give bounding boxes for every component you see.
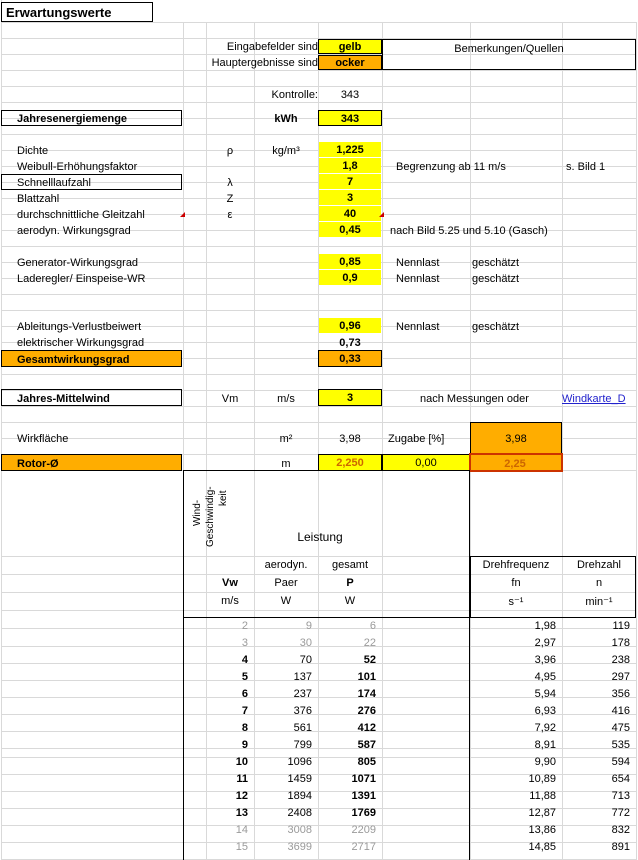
grid-line — [1, 70, 637, 71]
paer-header: Paer — [274, 577, 298, 589]
grid-line — [1, 294, 637, 295]
cell-p: 1391 — [351, 790, 376, 802]
mittelwind-symbol: Vm — [221, 393, 239, 405]
cell-fn: 5,94 — [534, 688, 556, 700]
cell-paer: 1459 — [287, 773, 312, 785]
cell-n: 594 — [611, 756, 630, 768]
energy-unit: kWh — [274, 113, 298, 125]
param-symbol-blattzahl: Z — [226, 193, 234, 205]
rotor-label: Rotor-Ø — [17, 458, 59, 470]
rotor-value[interactable]: 2,250 — [318, 454, 382, 471]
cell-n: 119 — [612, 620, 630, 632]
cell-p: 412 — [357, 722, 376, 734]
param-value-elektrisch: 0,73 — [339, 337, 361, 349]
cell-n: 416 — [611, 705, 630, 717]
rotor-zugabe[interactable]: 0,00 — [382, 454, 470, 471]
p-unit: W — [344, 595, 356, 607]
cell-n: 297 — [611, 671, 630, 683]
grid-line — [1, 86, 637, 87]
param-value-gesamt: 0,33 — [318, 350, 382, 367]
param-value-dichte[interactable]: 1,225 — [319, 142, 381, 157]
cell-n: 475 — [611, 722, 630, 734]
cell-p: 2717 — [351, 841, 376, 853]
mittelwind-label: Jahres-Mittelwind — [17, 393, 110, 405]
cell-paer: 3008 — [287, 824, 312, 836]
param-note2-laderegler: geschätzt — [472, 273, 520, 285]
legend-main-value: ocker — [318, 55, 382, 70]
param-label-gesamt: Gesamtwirkungsgrad — [17, 354, 130, 366]
param-label-weibull: Weibull-Erhöhungsfaktor — [17, 161, 138, 173]
cell-fn: 13,86 — [528, 824, 556, 836]
param-label-blattzahl: Blattzahl — [17, 193, 60, 205]
grid-line — [1, 310, 637, 311]
grid-line — [1, 406, 637, 407]
param-note-aerodyn: nach Bild 5.25 und 5.10 (Gasch) — [390, 225, 548, 237]
cell-p: 6 — [369, 620, 376, 632]
cell-paer: 2408 — [287, 807, 312, 819]
vw-header: Vw — [222, 577, 238, 589]
mittelwind-note: nach Messungen oder — [420, 393, 529, 405]
cell-paer: 1894 — [287, 790, 312, 802]
n-unit: min⁻¹ — [585, 596, 613, 608]
cell-fn: 8,91 — [534, 739, 556, 751]
grid-line — [1, 246, 637, 247]
cell-vw: 12 — [235, 790, 248, 802]
wind-rot-3: keit — [218, 490, 229, 506]
param-symbol-schnelllaufzahl: λ — [227, 177, 233, 189]
p-header: P — [346, 577, 354, 589]
wind-rot-2: Geschwindig- — [205, 486, 216, 548]
cell-paer: 237 — [293, 688, 312, 700]
cell-n: 891 — [611, 841, 630, 853]
mittelwind-unit: m/s — [277, 393, 295, 405]
cell-vw: 8 — [241, 722, 248, 734]
cell-fn: 10,89 — [528, 773, 556, 785]
grid-line — [562, 22, 563, 860]
param-note-laderegler: Nennlast — [396, 273, 440, 285]
cell-p: 22 — [363, 637, 376, 649]
cell-n: 356 — [611, 688, 630, 700]
cell-paer: 137 — [293, 671, 312, 683]
cell-n: 178 — [611, 637, 630, 649]
param-note2-generator: geschätzt — [472, 257, 520, 269]
rotor-result-value: 2,25 — [504, 458, 526, 470]
fn-unit: s⁻¹ — [508, 596, 524, 608]
cell-vw: 6 — [241, 688, 248, 700]
drehfrequenz-header: Drehfrequenz — [482, 559, 550, 571]
remarks-header: Bemerkungen/Quellen — [382, 39, 636, 70]
cell-paer: 561 — [293, 722, 312, 734]
param-label-aerodyn: aerodyn. Wirkungsgrad — [17, 225, 131, 237]
cell-p: 101 — [357, 671, 376, 683]
cell-n: 713 — [611, 790, 630, 802]
cell-paer: 70 — [299, 654, 312, 666]
wirkflaeche-ocker-value: 3,98 — [470, 422, 562, 454]
param-unit-dichte: kg/m³ — [272, 145, 300, 157]
cell-fn: 3,96 — [534, 654, 556, 666]
cell-p: 2209 — [351, 824, 376, 836]
wind-rot-1: Wind- — [192, 499, 203, 527]
cell-fn: 11,88 — [529, 790, 556, 802]
cell-p: 1071 — [351, 773, 376, 785]
param-value-generator[interactable]: 0,85 — [319, 254, 381, 269]
cell-fn: 1,98 — [534, 620, 556, 632]
cell-fn: 2,97 — [534, 637, 556, 649]
control-label: Kontrolle: — [271, 89, 318, 101]
param-note2-weibull: s. Bild 1 — [566, 161, 606, 173]
legend-input-label: Eingabefelder sind — [226, 41, 318, 53]
fn-header: fn — [511, 577, 521, 589]
cell-vw: 7 — [241, 705, 248, 717]
cell-n: 772 — [611, 807, 630, 819]
param-note-weibull: Begrenzung ab 11 m/s — [396, 161, 506, 173]
param-note-generator: Nennlast — [396, 257, 440, 269]
param-label-generator: Generator-Wirkungsgrad — [17, 257, 139, 269]
cell-p: 276 — [357, 705, 376, 717]
cell-vw: 15 — [235, 841, 248, 853]
wirkflaeche-label: Wirkfläche — [17, 433, 69, 445]
param-label-gleitzahl: durchschnittliche Gleitzahl — [17, 209, 145, 221]
n-header: n — [595, 577, 603, 589]
cell-vw: 4 — [241, 654, 248, 666]
leistung-header: Leistung — [297, 530, 343, 544]
cell-paer: 1096 — [287, 756, 312, 768]
gesamt-header: gesamt — [331, 559, 369, 571]
cell-p: 52 — [363, 654, 376, 666]
legend-input-value: gelb — [318, 39, 382, 54]
param-label-dichte: Dichte — [17, 145, 49, 157]
mittelwind-value[interactable]: 3 — [318, 389, 382, 406]
cell-p: 805 — [357, 756, 376, 768]
cell-paer: 376 — [293, 705, 312, 717]
cell-vw: 2 — [241, 620, 248, 632]
cell-paer: 3699 — [287, 841, 312, 853]
param-note2-ableitung: geschätzt — [472, 321, 520, 333]
param-label-ableitung: Ableitungs-Verlustbeiwert — [17, 321, 142, 333]
param-label-laderegler: Laderegler/ Einspeise-WR — [17, 273, 146, 285]
param-value-schnelllaufzahl[interactable]: 7 — [319, 174, 381, 189]
energy-label: Jahresenergiemenge — [17, 113, 128, 125]
cell-p: 174 — [357, 688, 376, 700]
cell-n: 832 — [611, 824, 630, 836]
grid-line — [1, 102, 637, 103]
wirkflaeche-value: 3,98 — [339, 433, 361, 445]
cell-paer: 799 — [293, 739, 312, 751]
cell-fn: 6,93 — [534, 705, 556, 717]
comment-marker-icon — [180, 212, 185, 217]
cell-vw: 13 — [235, 807, 248, 819]
cell-paer: 30 — [299, 637, 312, 649]
drehzahl-header: Drehzahl — [576, 559, 622, 571]
grid-line — [1, 374, 637, 375]
cell-vw: 3 — [241, 637, 248, 649]
cell-fn: 9,90 — [534, 756, 556, 768]
windkarte-link[interactable]: Windkarte_D — [562, 393, 626, 405]
param-label-schnelllaufzahl: Schnelllaufzahl — [17, 177, 91, 189]
cell-fn: 12,87 — [528, 807, 556, 819]
paer-unit: W — [280, 595, 292, 607]
cell-n: 238 — [611, 654, 630, 666]
cell-fn: 14,85 — [528, 841, 556, 853]
cell-p: 587 — [357, 739, 376, 751]
param-symbol-gleitzahl: ε — [227, 209, 233, 221]
cell-vw: 5 — [241, 671, 248, 683]
control-value: 343 — [340, 89, 360, 101]
param-symbol-dichte: ρ — [226, 145, 234, 157]
param-value-laderegler[interactable]: 0,9 — [319, 270, 381, 285]
page-title: Erwartungswerte — [1, 2, 153, 22]
comment-marker-icon — [379, 212, 384, 217]
param-value-weibull[interactable]: 1,8 — [319, 158, 381, 173]
param-value-aerodyn[interactable]: 0,45 — [319, 222, 381, 237]
cell-vw: 9 — [241, 739, 248, 751]
param-label-elektrisch: elektrischer Wirkungsgrad — [17, 337, 145, 349]
zugabe-label: Zugabe [%] — [388, 433, 445, 445]
cell-vw: 11 — [236, 773, 248, 785]
cell-fn: 7,92 — [534, 722, 556, 734]
cell-p: 1769 — [351, 807, 376, 819]
cell-n: 654 — [611, 773, 630, 785]
cell-vw: 10 — [235, 756, 248, 768]
grid-line — [1, 134, 637, 135]
cell-paer: 9 — [305, 620, 312, 632]
param-value-blattzahl[interactable]: 3 — [319, 190, 381, 205]
aerodyn-header: aerodyn. — [264, 559, 308, 571]
param-value-gleitzahl[interactable]: 40 — [319, 206, 381, 221]
rotor-unit: m — [281, 458, 291, 470]
cell-vw: 14 — [235, 824, 248, 836]
param-value-ableitung[interactable]: 0,96 — [319, 318, 381, 333]
cell-fn: 4,95 — [534, 671, 556, 683]
wirkflaeche-unit: m² — [279, 433, 293, 445]
grid-line — [636, 22, 637, 860]
grid-line — [1, 22, 637, 23]
cell-n: 535 — [611, 739, 630, 751]
param-note-ableitung: Nennlast — [396, 321, 440, 333]
legend-main-label: Hauptergebnisse sind — [211, 57, 318, 69]
energy-value: 343 — [318, 110, 382, 126]
vw-unit: m/s — [221, 595, 239, 607]
